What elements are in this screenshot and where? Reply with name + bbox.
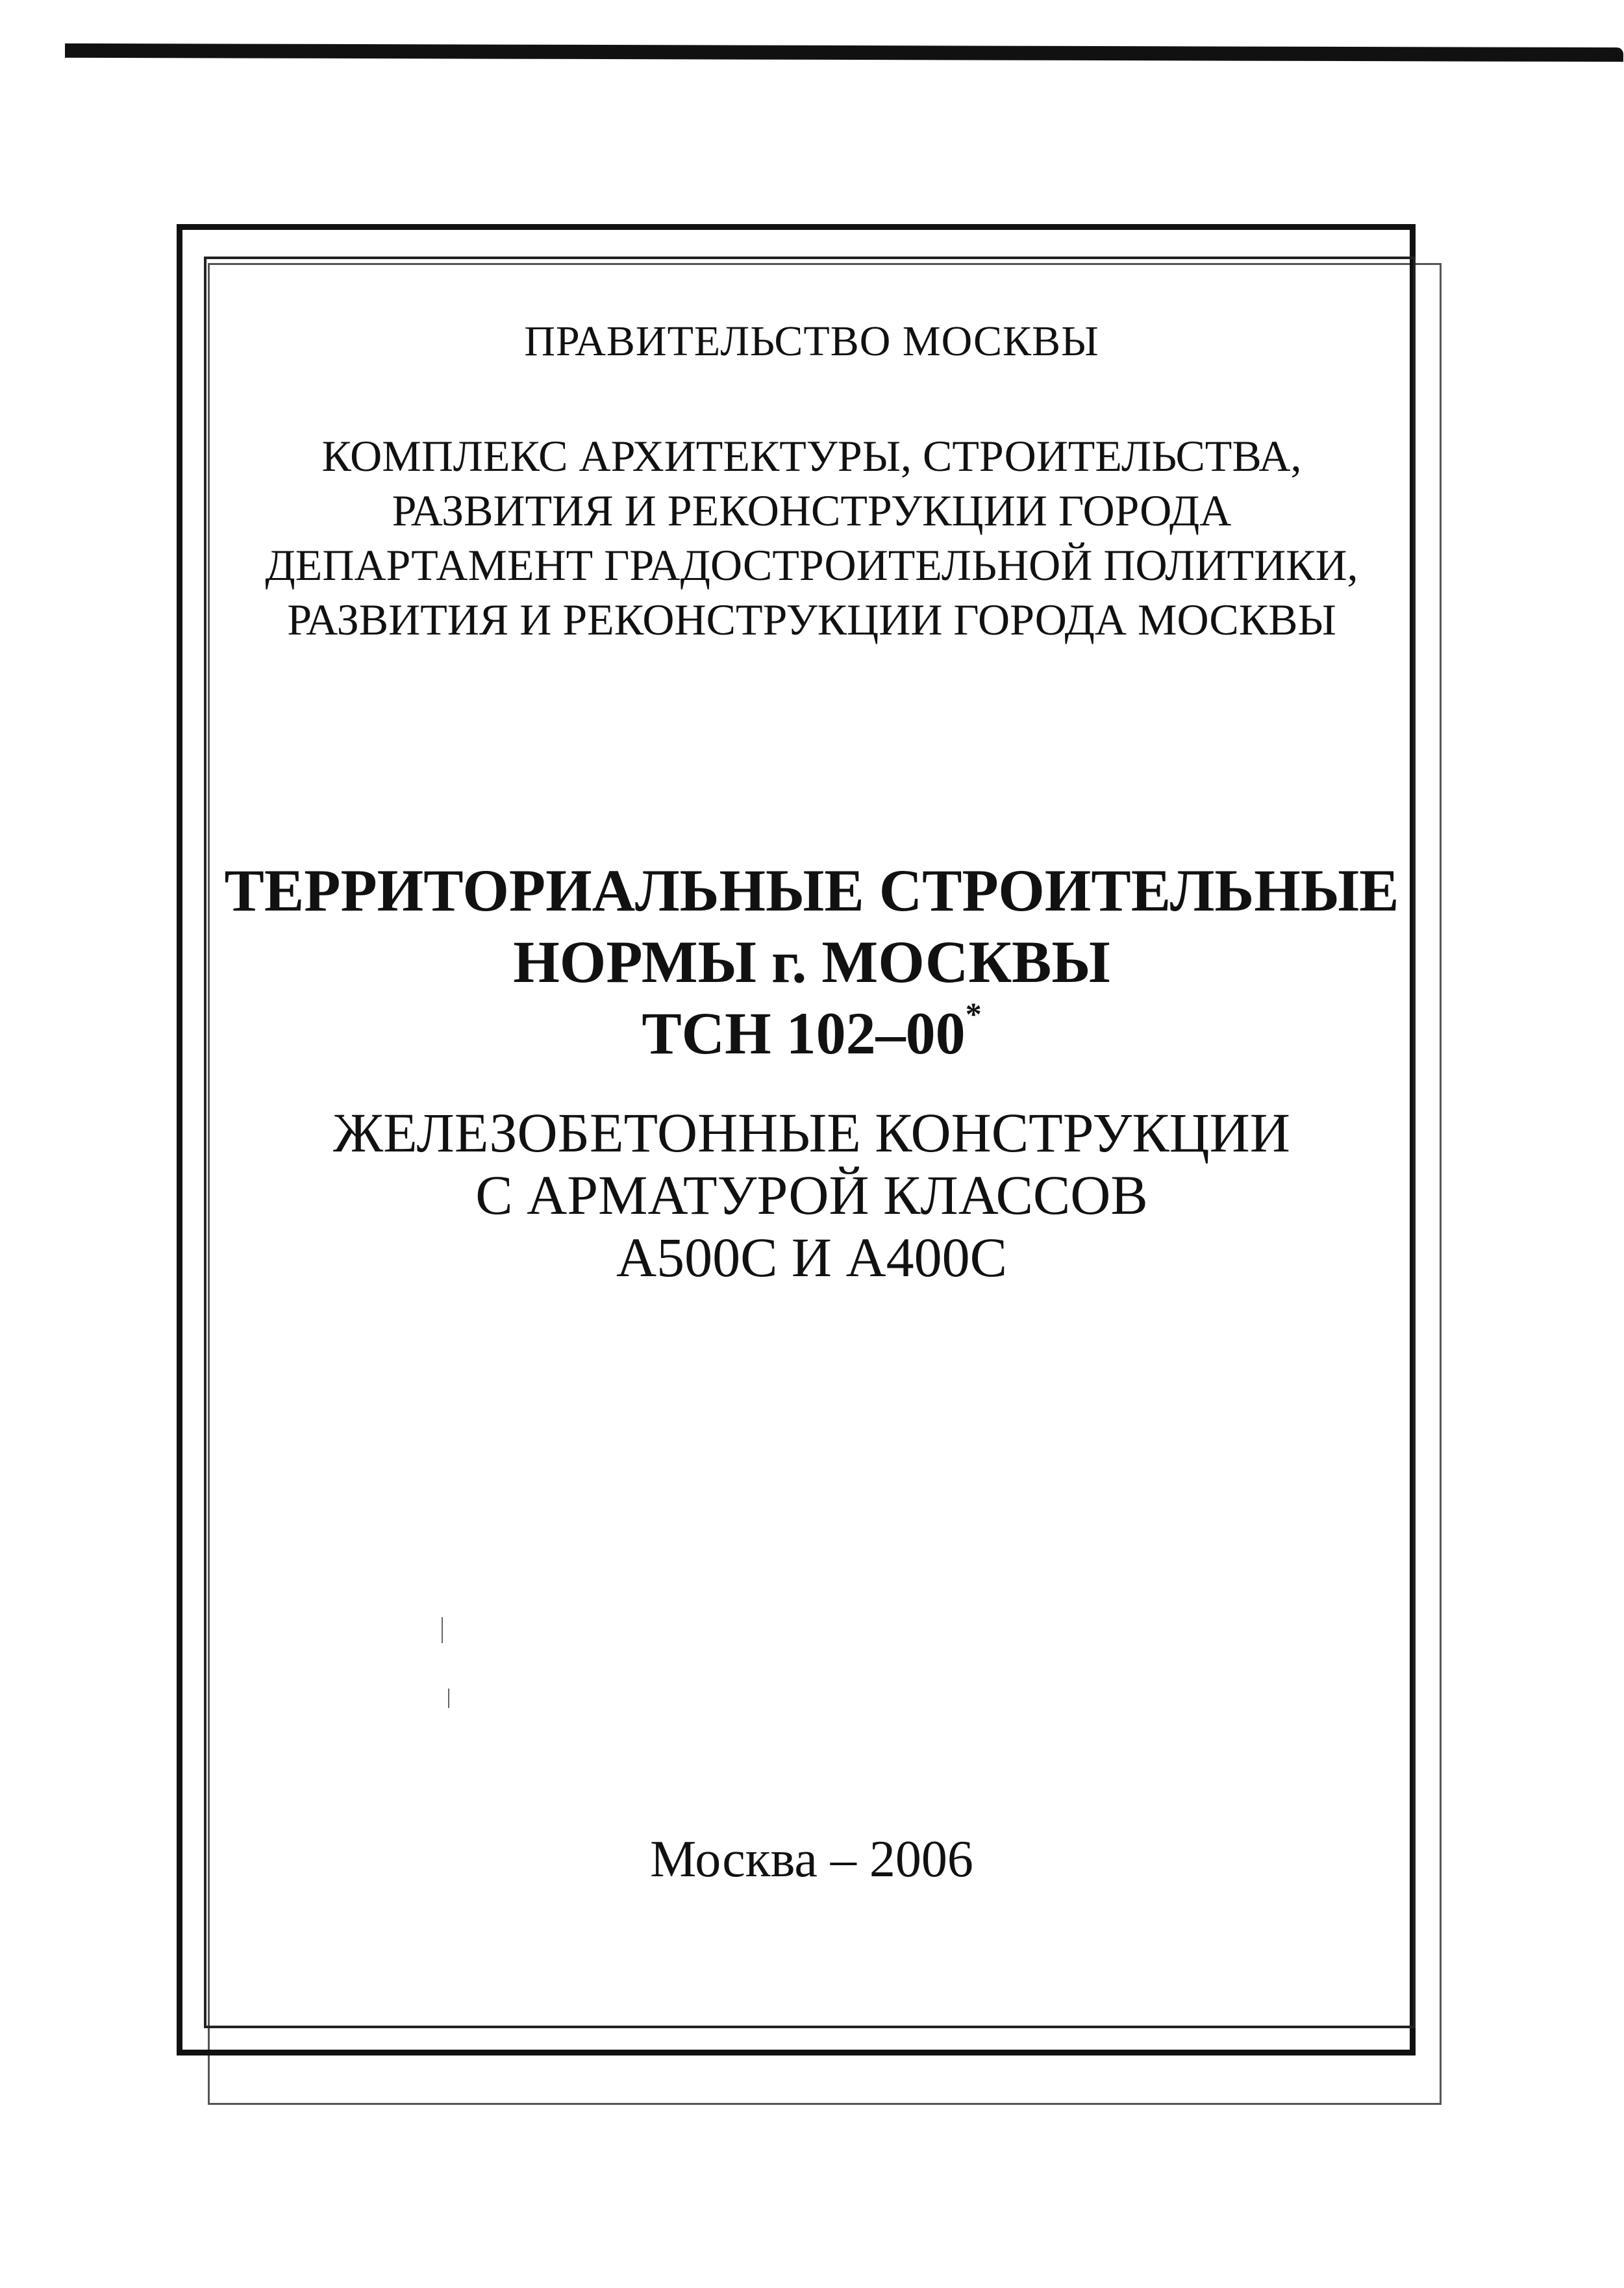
department-line-1: ДЕПАРТАМЕНТ ГРАДОСТРОИТЕЛЬНОЙ ПОЛИТИКИ, (265, 540, 1358, 590)
document-code (221, 996, 1403, 1068)
subtitle-line-1: ЖЕЛЕЗОБЕТОННЫЕ КОНСТРУКЦИИ (333, 1101, 1290, 1164)
city-year: Москва – 2006 (650, 1831, 973, 1888)
document-code-text: ТСН 102–00 (642, 1000, 966, 1066)
document-code-asterisk: * (965, 996, 982, 1032)
subtitle-line-3: А500С И А400С (616, 1226, 1008, 1289)
document-title-line-2: НОРМЫ г. МОСКВЫ (513, 929, 1110, 995)
subtitle-line-2: С АРМАТУРОЙ КЛАССОВ (475, 1164, 1148, 1226)
complex-line-2: РАЗВИТИЯ И РЕКОНСТРУКЦИИ ГОРОДА (392, 486, 1232, 535)
scan-speck (448, 1689, 449, 1708)
scan-speck (442, 1617, 443, 1643)
complex-line-1: КОМПЛЕКС АРХИТЕКТУРЫ, СТРОИТЕЛЬСТВА, (321, 431, 1302, 481)
scan-edge-bar (65, 44, 1623, 62)
government-heading: ПРАВИТЕЛЬСТВО МОСКВЫ (524, 318, 1099, 365)
department-line-2: РАЗВИТИЯ И РЕКОНСТРУКЦИИ ГОРОДА МОСКВЫ (287, 595, 1336, 644)
document-title-line-1: ТЕРРИТОРИАЛЬНЫЕ СТРОИТЕЛЬНЫЕ (224, 857, 1399, 924)
